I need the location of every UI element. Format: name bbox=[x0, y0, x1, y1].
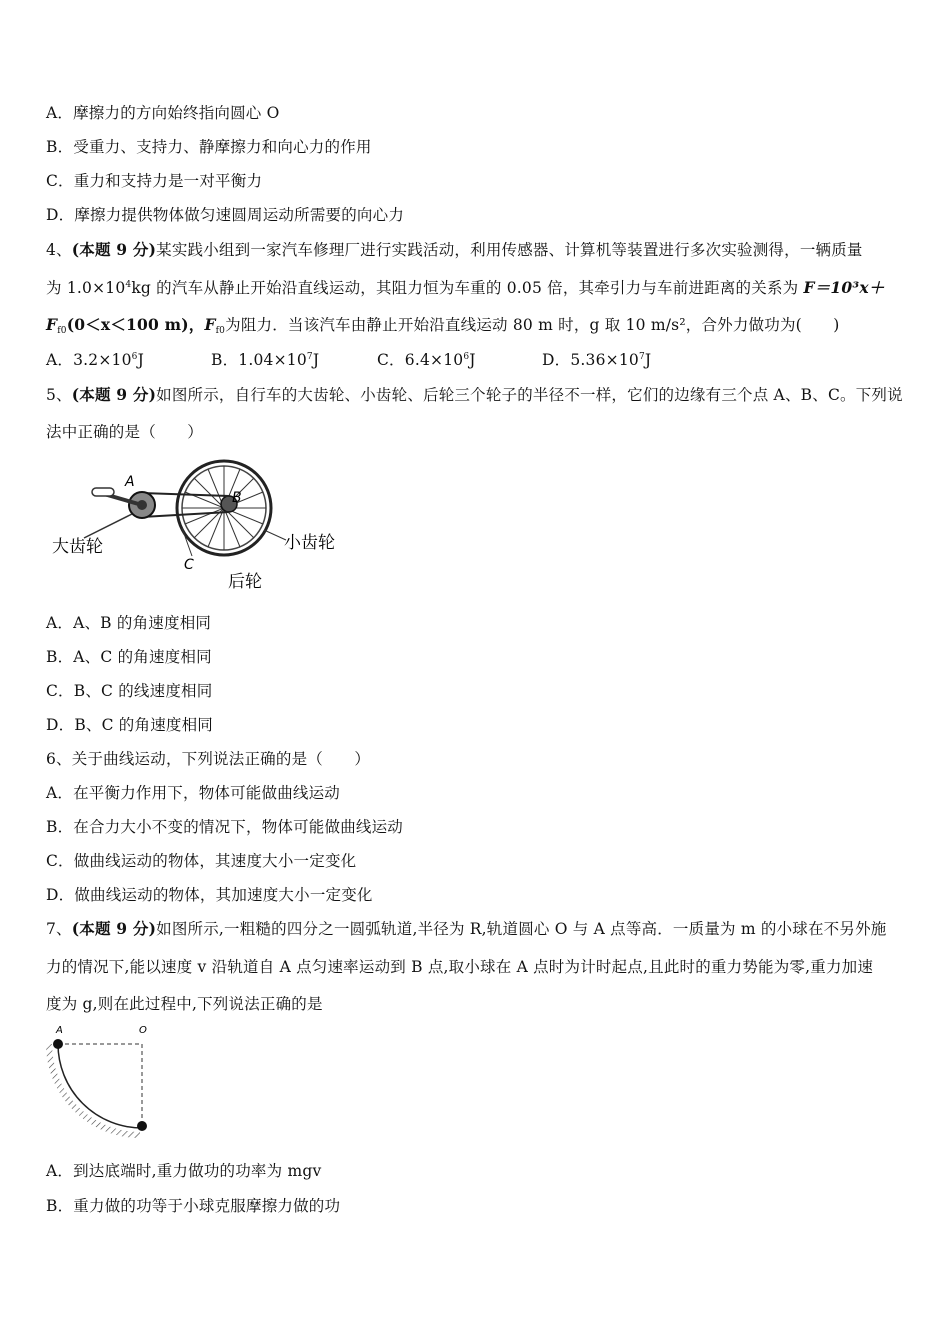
q4-range: (0＜x＜100 m)， bbox=[66, 315, 205, 334]
q5-option-b: B．A、C 的角速度相同 bbox=[46, 648, 212, 666]
label-c: C bbox=[184, 557, 194, 573]
q7-option-a: A．到达底端时,重力做功的功率为 mgv bbox=[46, 1162, 322, 1180]
q7-line-3: 度为 g,则在此过程中,下列说法正确的是 bbox=[46, 995, 323, 1013]
q4-line-3 bbox=[46, 313, 840, 335]
q5-text-1: 如图所示，自行车的大齿轮、小齿轮、后轮三个轮子的半径不一样，它们的边缘有三个点 A、B、C。下列说 bbox=[156, 386, 903, 404]
label-big-gear: 大齿轮 bbox=[52, 537, 103, 557]
q4-option-a: A．$3.2\times 10^6J$ bbox=[46, 351, 145, 369]
q4-options bbox=[46, 348, 926, 368]
q3-option-b: B．受重力、支持力、静摩擦力和向心力的作用 bbox=[46, 138, 372, 156]
label-a: A bbox=[56, 1025, 63, 1036]
q4-option-c: C．$6.4\times 10^6J$ bbox=[377, 351, 476, 369]
q7-option-b: B．重力做的功等于小球克服摩擦力做的功 bbox=[46, 1197, 341, 1215]
q5-score: (本题 9 分) bbox=[71, 385, 157, 404]
q4-f-symbol-2: F bbox=[204, 315, 216, 334]
q4-number: 4、 bbox=[46, 241, 72, 259]
q5-number: 5、 bbox=[46, 386, 72, 404]
q6-option-b: B．在合力大小不变的情况下，物体可能做曲线运动 bbox=[46, 818, 403, 836]
q6-option-a: A．在平衡力作用下，物体可能做曲线运动 bbox=[46, 784, 340, 802]
q7-number: 7、 bbox=[46, 920, 72, 938]
q5-line-1 bbox=[46, 383, 903, 405]
label-rear-wheel: 后轮 bbox=[228, 572, 262, 592]
q3-option-a: A．摩擦力的方向始终指向圆心 O bbox=[46, 104, 280, 122]
q4-text-3c: 为阻力．当该汽车由静止开始沿直线运动 80 m 时， bbox=[225, 316, 590, 334]
q5-option-c: C．B、C 的线速度相同 bbox=[46, 682, 213, 700]
q4-line-2 bbox=[46, 276, 884, 298]
q4-f0-subscript: f0 bbox=[57, 326, 67, 336]
q4-text-1: 某实践小组到一家汽车修理厂进行实践活动，利用传感器、计算机等装置进行多次实验测得，一辆质量 bbox=[156, 241, 863, 259]
q4-text-2b: kg 的汽车从静止开始沿直线运动，其阻力恒为车重的 0.05 倍，其牵引力与车前进距离的关系为 bbox=[131, 279, 804, 297]
q3-option-d: D．摩擦力提供物体做匀速圆周运动所需要的向心力 bbox=[46, 206, 405, 224]
arc-track bbox=[58, 1044, 142, 1128]
q4-option-b: B．$1.04\times 10^7J$ bbox=[211, 351, 320, 369]
ball-at-a bbox=[53, 1039, 63, 1049]
q7-score: (本题 9 分) bbox=[71, 919, 157, 938]
arc-hatching bbox=[46, 1044, 140, 1138]
q6-stem: 6、关于曲线运动，下列说法正确的是（ ） bbox=[46, 750, 371, 768]
label-small-gear: 小齿轮 bbox=[284, 533, 335, 553]
q4-f-symbol: F bbox=[46, 315, 58, 334]
label-o: O bbox=[139, 1025, 147, 1036]
q4-f0-subscript-2: f0 bbox=[215, 326, 226, 336]
q4-score: (本题 9 分) bbox=[71, 240, 157, 259]
q5-line-2: 法中正确的是（ ） bbox=[46, 423, 204, 441]
pedal bbox=[92, 488, 114, 496]
q6-option-c: C．做曲线运动的物体，其速度大小一定变化 bbox=[46, 852, 357, 870]
label-a: A bbox=[125, 474, 135, 490]
q5-option-d: D．B、C 的角速度相同 bbox=[46, 716, 214, 734]
q5-option-a: A．A、B 的角速度相同 bbox=[46, 614, 212, 632]
q7-text-1: 如图所示,一粗糙的四分之一圆弧轨道,半径为 R,轨道圆心 O 与 A 点等高．一质量为 m 的小球在不另外施 bbox=[156, 920, 887, 938]
q6-option-d: D．做曲线运动的物体，其加速度大小一定变化 bbox=[46, 886, 373, 904]
q4-formula: F＝10³x＋ bbox=[803, 278, 885, 297]
q4-line-1 bbox=[46, 238, 863, 260]
arc-track-figure bbox=[40, 1020, 160, 1140]
q4-mass-exponent: 4 bbox=[125, 280, 132, 290]
ball-at-b bbox=[137, 1121, 147, 1131]
q7-line-1 bbox=[46, 917, 886, 939]
label-b: B bbox=[232, 490, 242, 506]
q3-option-c: C．重力和支持力是一对平衡力 bbox=[46, 172, 263, 190]
bicycle-figure bbox=[46, 448, 346, 596]
q4-g-text: g 取 10 m/s²，合外力做功为( ) bbox=[589, 316, 840, 334]
q4-option-d: D．$5.36\times 10^7J$ bbox=[542, 351, 652, 369]
q7-line-2: 力的情况下,能以速度 v 沿轨道自 A 点匀速率运动到 B 点,取小球在 A 点时为计时起点,且此时的重力势能为零,重力加速 bbox=[46, 958, 874, 976]
q4-text-2a: 为 1.0×10 bbox=[46, 279, 126, 297]
